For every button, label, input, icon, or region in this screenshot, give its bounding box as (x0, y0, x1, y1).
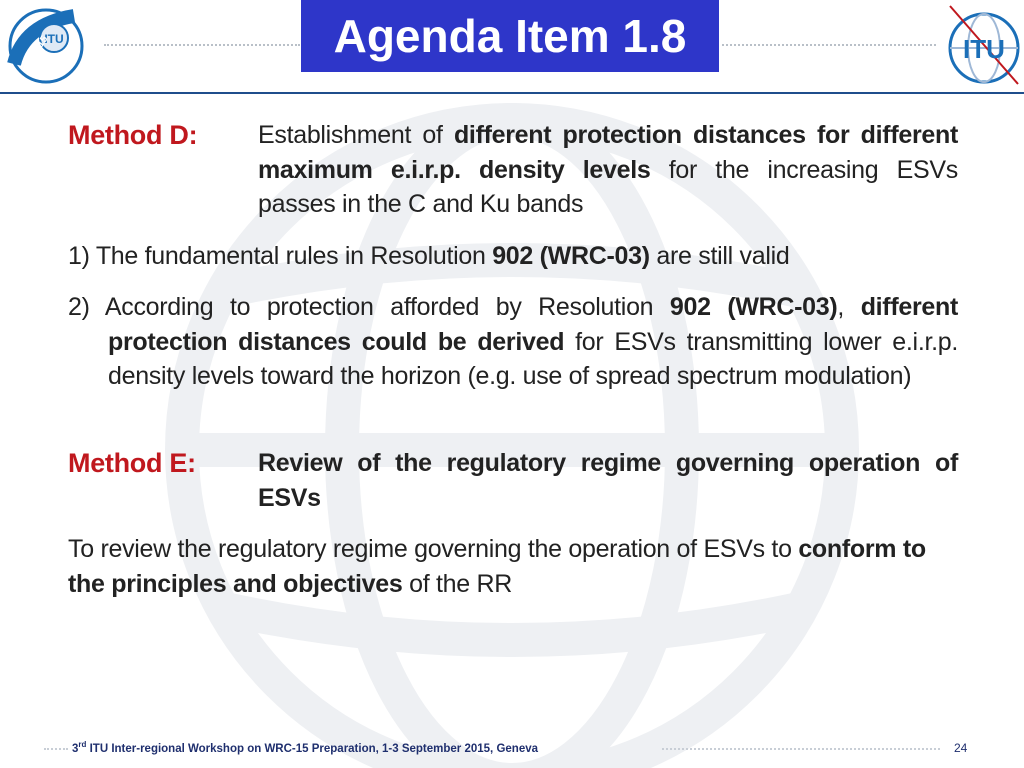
item-2 (68, 290, 959, 394)
method-e-paragraph-emphasis: conform to the principles and objectives (68, 535, 926, 598)
item-1-resolution: 902 (WRC-03) (492, 242, 650, 270)
header-rule (0, 92, 1024, 94)
svg-text:WRC-15: WRC-15 (19, 34, 51, 72)
item-2-emphasis: different protection distances could be derived (108, 293, 958, 356)
method-d-text-2: for the increasing ESVs passes in the C and Ku bands (258, 155, 958, 218)
method-d-description (258, 118, 958, 222)
method-e-description: Review of the regulatory regime governing operation of ESVs (258, 449, 958, 512)
footer-dotted-line-left (44, 748, 68, 750)
method-e-paragraph (68, 532, 958, 601)
method-e-paragraph-text-2: of the RR (402, 569, 513, 598)
method-d-emphasis: different protection distances for different maximum e.i.r.p. density levels (258, 121, 958, 184)
item-2-text-1: 2) According to protection afforded by Resolution (68, 293, 670, 321)
item-2-resolution: 902 (WRC-03) (669, 293, 838, 321)
footer-ordinal-suffix: rd (78, 740, 87, 749)
svg-text:ITU: ITU (44, 32, 64, 46)
wrc15-logo-icon (4, 4, 90, 88)
itu-logo-icon (944, 2, 1024, 90)
svg-text:ITU: ITU (963, 34, 1005, 64)
item-1 (68, 239, 958, 274)
footer-text (72, 740, 538, 755)
item-1-text-2: are still valid (649, 242, 790, 270)
method-e-paragraph-text-1: To review the regulatory regime governing the operation of ESVs to (68, 535, 799, 563)
footer-ordinal: 3 (72, 742, 79, 755)
item-2-text-2: , (837, 293, 861, 321)
footer-event: ITU Inter-regional Workshop on WRC-15 Preparation, 1-3 September 2015, Geneva (86, 742, 539, 755)
page-number: 24 (954, 741, 968, 755)
footer-dotted-line-right (662, 748, 940, 750)
page-title: Agenda Item 1.8 (333, 10, 687, 62)
item-2-text-3: for ESVs transmitting lower e.i.r.p. density levels toward the horizon (e.g. use of spread spectrum modulation) (108, 327, 959, 390)
header-dotted-line-left (104, 44, 300, 46)
title-box (301, 0, 719, 72)
method-d-text-1: Establishment of (258, 121, 454, 149)
method-e-label: Method E: (68, 448, 196, 478)
header-dotted-line-right (722, 44, 936, 46)
item-1-text-1: 1) The fundamental rules in Resolution (68, 242, 493, 270)
method-d-label: Method D: (68, 120, 198, 150)
